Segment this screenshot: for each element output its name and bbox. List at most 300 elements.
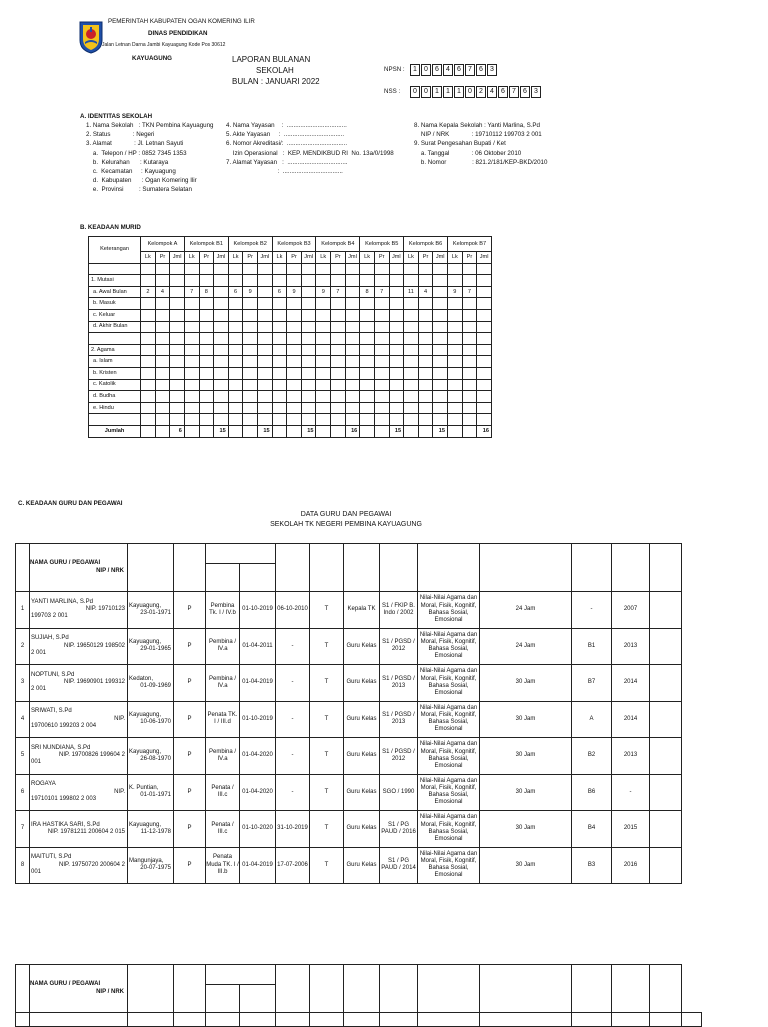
student-count	[404, 263, 419, 275]
staff-row	[16, 701, 702, 738]
student-count	[360, 402, 375, 414]
staff-birthdate: 10-06-1970	[140, 719, 171, 726]
student-count	[404, 391, 419, 403]
student-count	[447, 263, 462, 275]
student-count	[389, 367, 404, 379]
student-count	[257, 402, 272, 414]
student-count	[184, 263, 199, 275]
col-ijazah	[380, 544, 418, 592]
student-count: 9	[316, 286, 331, 298]
student-count	[141, 414, 156, 426]
col-jk	[174, 965, 206, 1013]
student-count	[199, 298, 214, 310]
staff-nip: NIP. 19781211 200604 2 015	[47, 828, 125, 835]
student-count	[418, 402, 433, 414]
student-count	[418, 333, 433, 345]
report-period: BULAN : JANUARI 2022	[232, 77, 320, 86]
student-count	[447, 344, 462, 356]
staff-note	[650, 774, 682, 811]
student-count	[331, 367, 346, 379]
staff-birth-cell	[128, 701, 174, 738]
col-sk	[206, 544, 276, 564]
row-label: c. Katolik	[89, 379, 141, 391]
staff-gender: P	[174, 811, 206, 848]
staff-status: T	[310, 665, 344, 702]
student-count	[287, 309, 302, 321]
student-count	[214, 414, 229, 426]
student-count	[141, 263, 156, 275]
student-count	[433, 286, 448, 298]
staff-transfer-date: -	[276, 701, 310, 738]
npsn-digit: 3	[487, 64, 497, 76]
student-count	[199, 402, 214, 414]
student-count	[170, 367, 185, 379]
student-count	[272, 402, 287, 414]
student-row	[89, 298, 492, 310]
student-count	[404, 367, 419, 379]
staff-hours: 30 Jam	[480, 738, 572, 775]
student-count	[374, 379, 389, 391]
student-count	[243, 356, 258, 368]
student-count	[345, 391, 360, 403]
nss-digit: 6	[498, 86, 508, 98]
student-count	[301, 414, 316, 426]
staff-nip-cont: 2 001	[31, 686, 47, 693]
staff-rank-date: 01-10-2020	[240, 811, 276, 848]
student-count	[433, 379, 448, 391]
staff-birthdate: 23-01-1971	[140, 609, 171, 616]
staff-note	[650, 628, 682, 665]
staff-status: T	[310, 847, 344, 884]
staff-row	[16, 847, 702, 884]
student-count	[360, 391, 375, 403]
empty-cell	[128, 1013, 174, 1027]
staff-birthdate: 20-07-1975	[140, 865, 171, 872]
jumlah-value	[316, 425, 331, 437]
student-count	[447, 298, 462, 310]
identitas-line: 1. Nama Sekolah : TKN Pembina Kayuagung	[86, 122, 214, 129]
student-count: 8	[360, 286, 375, 298]
col-tmt-mutasi	[276, 544, 310, 592]
staff-name-cell	[30, 847, 128, 884]
student-count	[214, 298, 229, 310]
staff-degree: S1 / PGSD / 2013	[380, 665, 418, 702]
staff-certification: 2013	[612, 738, 650, 775]
student-count	[155, 309, 170, 321]
row-label	[89, 414, 141, 426]
empty-cell	[240, 1013, 276, 1027]
student-count	[228, 391, 243, 403]
jumlah-label: Jumlah	[89, 425, 141, 437]
col-jabatan	[344, 965, 380, 1013]
jumlah-value: 15	[301, 425, 316, 437]
nss-digit: 3	[531, 86, 541, 98]
col-sk	[206, 965, 276, 985]
jumlah-value	[287, 425, 302, 437]
student-count	[433, 414, 448, 426]
org-address: Jalan Letnan Darna Jambi Kayuagung Kode Pos 30612	[102, 42, 226, 48]
student-count	[170, 402, 185, 414]
student-count	[301, 333, 316, 345]
student-count	[331, 344, 346, 356]
staff-birthplace: Mangunjaya,	[129, 858, 164, 865]
student-count	[243, 414, 258, 426]
staff-birthplace: Kayuagung,	[129, 748, 162, 755]
student-count	[287, 275, 302, 287]
student-count	[316, 367, 331, 379]
staff-class: B7	[572, 665, 612, 702]
staff-rank-date: 01-04-2019	[240, 665, 276, 702]
staff-name: YANTI MARLINA, S.Pd	[31, 598, 93, 605]
sub-header: Lk	[228, 252, 243, 264]
student-count	[345, 402, 360, 414]
student-count	[389, 333, 404, 345]
col-nama	[30, 965, 128, 1013]
student-count	[301, 379, 316, 391]
student-row	[89, 379, 492, 391]
student-count	[257, 367, 272, 379]
row-label: d. Akhir Bulan	[89, 321, 141, 333]
student-count	[184, 379, 199, 391]
staff-certification: -	[612, 774, 650, 811]
student-count	[331, 275, 346, 287]
student-count	[462, 309, 477, 321]
npsn-digit: 6	[454, 64, 464, 76]
student-count	[287, 263, 302, 275]
student-count	[214, 263, 229, 275]
student-count	[257, 275, 272, 287]
student-count	[418, 414, 433, 426]
student-count	[228, 309, 243, 321]
student-count	[433, 275, 448, 287]
jumlah-value	[228, 425, 243, 437]
student-count	[214, 391, 229, 403]
group-header: Kelompok B4	[316, 237, 360, 252]
student-count	[374, 344, 389, 356]
identitas-line: 2. Status : Negeri	[86, 131, 155, 139]
group-header: Kelompok B1	[184, 237, 228, 252]
dept-name: DINAS PENDIDIKAN	[148, 30, 208, 37]
student-count: 8	[199, 286, 214, 298]
student-count	[345, 333, 360, 345]
student-count	[141, 379, 156, 391]
staff-degree: SGO / 1990	[380, 774, 418, 811]
student-count: 6	[228, 286, 243, 298]
student-count: 4	[155, 286, 170, 298]
identitas-line: Izin Operasional : KEP. MENDIKBUD RI No. 13a/0/1998	[226, 149, 394, 157]
student-count	[433, 309, 448, 321]
sub-header: Jml	[257, 252, 272, 264]
staff-note	[650, 811, 682, 848]
student-count	[287, 414, 302, 426]
staff-status: T	[310, 774, 344, 811]
empty-cell	[206, 1013, 240, 1027]
student-count	[301, 286, 316, 298]
identitas-line: a. Tanggal : 06 Oktober 2010	[414, 149, 522, 157]
student-count	[433, 356, 448, 368]
student-count	[228, 367, 243, 379]
staff-name: MAITUTI, S.Pd	[31, 854, 72, 861]
student-count	[316, 344, 331, 356]
student-count	[389, 298, 404, 310]
student-count	[170, 263, 185, 275]
col-ttl	[128, 544, 174, 592]
student-count	[433, 298, 448, 310]
staff-row	[16, 774, 702, 811]
student-count: 9	[287, 286, 302, 298]
staff-note	[650, 665, 682, 702]
staff-name: SRIWATI, S.Pd	[31, 708, 72, 715]
student-count	[345, 367, 360, 379]
student-count	[374, 309, 389, 321]
student-count	[447, 414, 462, 426]
student-count	[389, 344, 404, 356]
col-status	[310, 965, 344, 1013]
student-count	[301, 298, 316, 310]
student-count	[316, 391, 331, 403]
student-count	[272, 333, 287, 345]
student-count	[331, 263, 346, 275]
staff-nip-cont: 2 001	[31, 649, 47, 656]
staff-hours: 30 Jam	[480, 701, 572, 738]
student-count	[389, 263, 404, 275]
identitas-line: 7. Alamat Yayasan : ...................................	[226, 158, 348, 166]
student-count	[404, 321, 419, 333]
student-count	[433, 402, 448, 414]
jumlah-value	[418, 425, 433, 437]
student-count	[389, 379, 404, 391]
student-count	[170, 414, 185, 426]
staff-rank-date: 01-04-2019	[240, 847, 276, 884]
jumlah-value	[404, 425, 419, 437]
student-count	[418, 275, 433, 287]
student-count	[257, 309, 272, 321]
staff-subjects: Nilai-Nilai Agama dan Moral, Fisik, Kognitif, Bahasa Sosial, Emosional	[418, 628, 480, 665]
student-count	[404, 344, 419, 356]
student-count	[257, 321, 272, 333]
section-c-heading: C. KEADAAN GURU DAN PEGAWAI	[18, 500, 123, 507]
group-header: Kelompok B5	[360, 237, 404, 252]
staff-subjects: Nilai-Nilai Agama dan Moral, Fisik, Kognitif, Bahasa Sosial, Emosional	[418, 665, 480, 702]
student-count	[404, 356, 419, 368]
student-count	[477, 379, 492, 391]
sub-header: Lk	[447, 252, 462, 264]
staff-birthplace: Kayuagung,	[129, 821, 162, 828]
student-count	[228, 402, 243, 414]
staff-position: Guru Kelas	[344, 628, 380, 665]
student-count	[374, 367, 389, 379]
staff-gender: P	[174, 738, 206, 775]
student-count	[184, 344, 199, 356]
empty-cell	[310, 1013, 344, 1027]
student-count	[360, 298, 375, 310]
col-nip-label: NIP / NRK	[96, 567, 124, 574]
staff-hours: 30 Jam	[480, 847, 572, 884]
col-tmt-mutasi	[276, 965, 310, 1013]
student-count	[272, 309, 287, 321]
student-count	[170, 344, 185, 356]
student-count	[331, 298, 346, 310]
staff-rank-date: 01-04-2020	[240, 774, 276, 811]
sub-header: Jml	[477, 252, 492, 264]
staff-subjects: Nilai-Nilai Agama dan Moral, Fisik, Kognitif, Bahasa Sosial, Emosional	[418, 592, 480, 629]
student-count	[374, 414, 389, 426]
staff-nip: NIP. 19750720 200604 2	[59, 861, 125, 868]
student-count	[257, 263, 272, 275]
student-row	[89, 367, 492, 379]
staff-table-title: DATA GURU DAN PEGAWAI	[300, 511, 392, 518]
staff-no: 6	[16, 774, 30, 811]
student-count	[184, 414, 199, 426]
student-count	[477, 275, 492, 287]
student-count	[272, 275, 287, 287]
student-table	[88, 236, 492, 438]
col-mapel	[418, 544, 480, 592]
student-count	[141, 367, 156, 379]
row-label: a. Islam	[89, 356, 141, 368]
student-row	[89, 286, 492, 298]
nss-boxes	[410, 86, 542, 98]
student-count	[433, 344, 448, 356]
student-count	[447, 379, 462, 391]
student-count	[184, 333, 199, 345]
col-jam	[480, 965, 572, 1013]
student-count	[477, 414, 492, 426]
staff-rank: Penata TK. I / III.d	[206, 701, 240, 738]
student-count	[155, 275, 170, 287]
staff-no: 4	[16, 701, 30, 738]
student-count	[477, 286, 492, 298]
student-count	[257, 391, 272, 403]
student-count	[301, 356, 316, 368]
jumlah-value	[141, 425, 156, 437]
identitas-line: : ...................................	[226, 168, 343, 176]
student-count	[389, 391, 404, 403]
student-count	[243, 321, 258, 333]
col-nip-label: NIP / NRK	[96, 988, 124, 995]
staff-birthdate: 29-01-1965	[140, 646, 171, 653]
col-jk	[174, 544, 206, 592]
student-count	[462, 298, 477, 310]
student-count	[374, 333, 389, 345]
staff-birth-cell	[128, 811, 174, 848]
student-count	[199, 414, 214, 426]
student-count	[477, 309, 492, 321]
col-tmt-pangkat	[240, 564, 276, 592]
student-count	[214, 356, 229, 368]
student-count	[389, 402, 404, 414]
student-count	[389, 321, 404, 333]
student-count	[272, 367, 287, 379]
student-count	[214, 379, 229, 391]
student-count	[272, 379, 287, 391]
staff-class: -	[572, 592, 612, 629]
npsn-digit: 1	[410, 64, 420, 76]
staff-transfer-date: 06-10-2010	[276, 592, 310, 629]
student-count	[418, 263, 433, 275]
staff-hours: 30 Jam	[480, 774, 572, 811]
student-count	[418, 356, 433, 368]
npsn-digit: 6	[476, 64, 486, 76]
staff-subjects: Nilai-Nilai Agama dan Moral, Fisik, Kognitif, Bahasa Sosial, Emosional	[418, 774, 480, 811]
sub-header: Lk	[360, 252, 375, 264]
student-count	[447, 321, 462, 333]
staff-table	[15, 543, 702, 884]
student-count	[447, 356, 462, 368]
student-count	[199, 309, 214, 321]
staff-degree: S1 / PG PAUD / 2016	[380, 811, 418, 848]
identitas-line: 3. Alamat : Jl. Letnan Sayuti	[86, 140, 184, 148]
group-header: Kelompok B6	[404, 237, 448, 252]
identitas-line: b. Nomor : 821.2/181/KEP-BKD/2010	[414, 158, 548, 166]
section-a-heading: A. IDENTITAS SEKOLAH	[80, 113, 153, 120]
col-nama-label: NAMA GURU / PEGAWAI	[30, 981, 101, 988]
student-count	[389, 275, 404, 287]
student-count	[447, 333, 462, 345]
empty-cell	[650, 1013, 682, 1027]
col-status	[310, 544, 344, 592]
student-count	[272, 414, 287, 426]
student-count	[214, 333, 229, 345]
staff-status: T	[310, 811, 344, 848]
student-count	[287, 391, 302, 403]
student-count	[462, 391, 477, 403]
sub-header: Lk	[404, 252, 419, 264]
sub-header: Pr	[374, 252, 389, 264]
identitas-line: 6. Nomor Akreditasi/: ...................................	[226, 140, 348, 148]
student-count	[462, 344, 477, 356]
student-count	[170, 391, 185, 403]
student-count	[331, 356, 346, 368]
staff-no: 5	[16, 738, 30, 775]
student-count	[287, 298, 302, 310]
staff-hours: 30 Jam	[480, 665, 572, 702]
npsn-label: NPSN :	[384, 66, 405, 73]
section-b-heading: B. KEADAAN MURID	[80, 224, 141, 231]
student-count	[389, 356, 404, 368]
group-header: Kelompok B7	[447, 237, 491, 252]
student-count	[360, 356, 375, 368]
staff-class: B2	[572, 738, 612, 775]
staff-gender: P	[174, 592, 206, 629]
student-count	[447, 367, 462, 379]
jumlah-value	[199, 425, 214, 437]
student-count	[243, 379, 258, 391]
jumlah-value	[331, 425, 346, 437]
student-count	[418, 367, 433, 379]
student-count	[345, 263, 360, 275]
student-count	[360, 367, 375, 379]
staff-name-cell	[30, 592, 128, 629]
student-count	[462, 275, 477, 287]
student-count	[477, 333, 492, 345]
student-count: 11	[404, 286, 419, 298]
staff-class: B3	[572, 847, 612, 884]
student-count	[257, 333, 272, 345]
staff-row	[16, 811, 702, 848]
student-count	[243, 367, 258, 379]
nss-digit: 2	[476, 86, 486, 98]
staff-rank: Pembina / IV.a	[206, 738, 240, 775]
staff-birth-cell	[128, 592, 174, 629]
jumlah-value	[184, 425, 199, 437]
staff-row	[16, 592, 702, 629]
student-count	[477, 298, 492, 310]
student-count	[243, 402, 258, 414]
col-tmt-pangkat	[240, 985, 276, 1013]
row-label: c. Keluar	[89, 309, 141, 321]
col-pangkat	[206, 564, 240, 592]
